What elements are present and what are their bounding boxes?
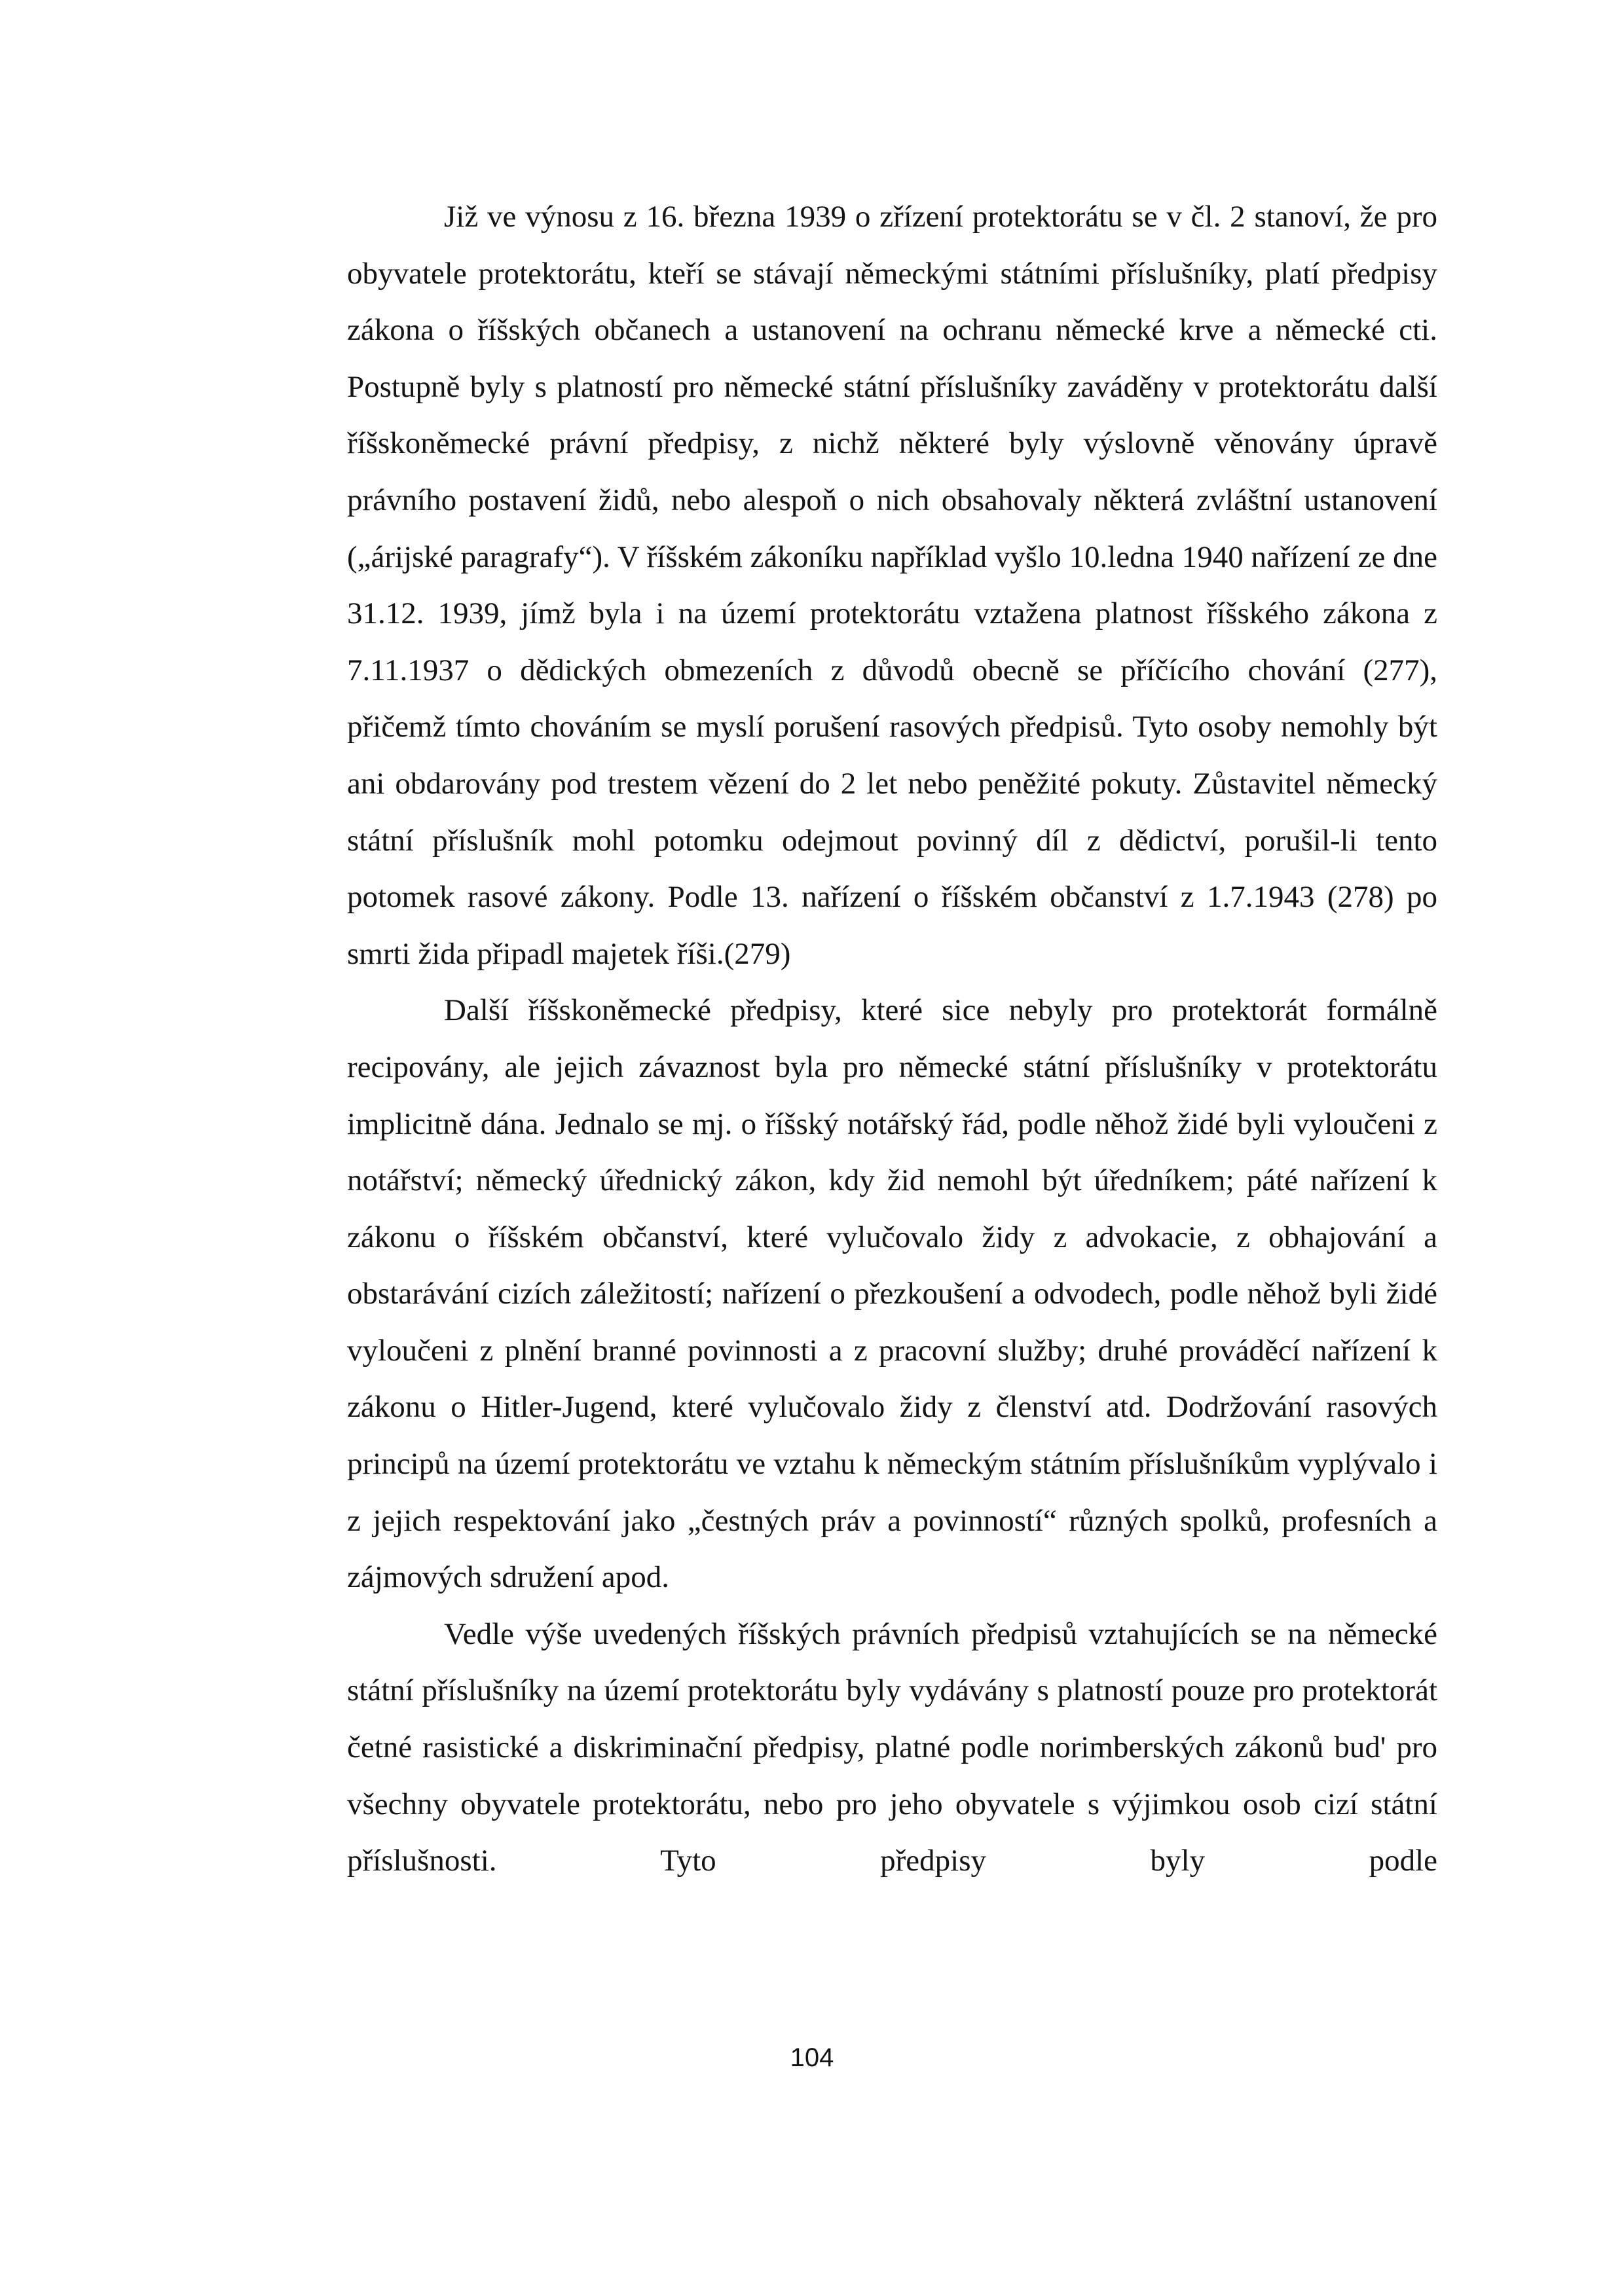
body-text bbox=[347, 189, 1437, 1889]
paragraph-1: Již ve výnosu z 16. března 1939 o zřízení protektorátu se v čl. 2 stanoví, že pro obyvatele protektorátu, kteří se stávají německými státními příslušníky, platí předpisy zákona o říšských občanech a ustanovení na ochranu německé krve a německé cti. Postupně byly s platností pro německé státní příslušníky zaváděny v protektorátu další říšskoněmecké právní předpisy, z nichž některé byly výslovně věnovány úpravě právního postavení židů, nebo alespoň o nich obsahovaly některá zvláštní ustanovení („árijské paragrafy“). V říšském zákoníku například vyšlo 10.ledna 1940 nařízení ze dne 31.12. 1939, jímž byla i na území protektorátu vztažena platnost říšského zákona z 7.11.1937 o dědických obmezeních z důvodů obecně se příčícího chování (277), přičemž tímto chováním se myslí porušení rasových předpisů. Tyto osoby nemohly být ani obdarovány pod trestem vězení do 2 let nebo peněžité pokuty. Zůstavitel německý státní příslušník mohl potomku odejmout povinný díl z dědictví, porušil-li tento potomek rasové zákony. Podle 13. nařízení o říšském občanství z 1.7.1943 (278) po smrti žida připadl majetek říši.(279) bbox=[347, 200, 1437, 971]
paragraph-2: Další říšskoněmecké předpisy, které sice nebyly pro protektorát formálně recipovány, ale jejich závaznost byla pro německé státní příslušníky v protektorátu implicitně dána. Jednalo se mj. o říšský notářský řád, podle něhož židé byli vyloučeni z notářství; německý úřednický zákon, kdy žid nemohl být úředníkem; páté nařízení k zákonu o říšském občanství, které vylučovalo židy z advokacie, z obhajování a obstarávání cizích záležitostí; nařízení o přezkoušení a odvodech, podle něhož byli židé vyloučeni z plnění branné povinnosti a z pracovní služby; druhé prováděcí nařízení k zákonu o Hitler-Jugend, které vylučovalo židy z členství atd. Dodržování rasových principů na území protektorátu ve vztahu k německým státním příslušníkům vyplývalo i z jejich respektování jako „čestných práv a povinností“ různých spolků, profesních a zájmových sdružení apod. bbox=[347, 993, 1437, 1595]
paragraph-3: Vedle výše uvedených říšských právních předpisů vztahujících se na německé státní příslušníky na území protektorátu byly vydávány s platností pouze pro protektorát četné rasistické a diskriminační předpisy, platné podle norimberských zákonů bud' pro všechny obyvatele protektorátu, nebo pro jeho obyvatele s výjimkou osob cizí státní příslušnosti. Tyto předpisy byly podle bbox=[347, 1616, 1437, 1878]
page-number: 104 bbox=[790, 2043, 834, 2072]
